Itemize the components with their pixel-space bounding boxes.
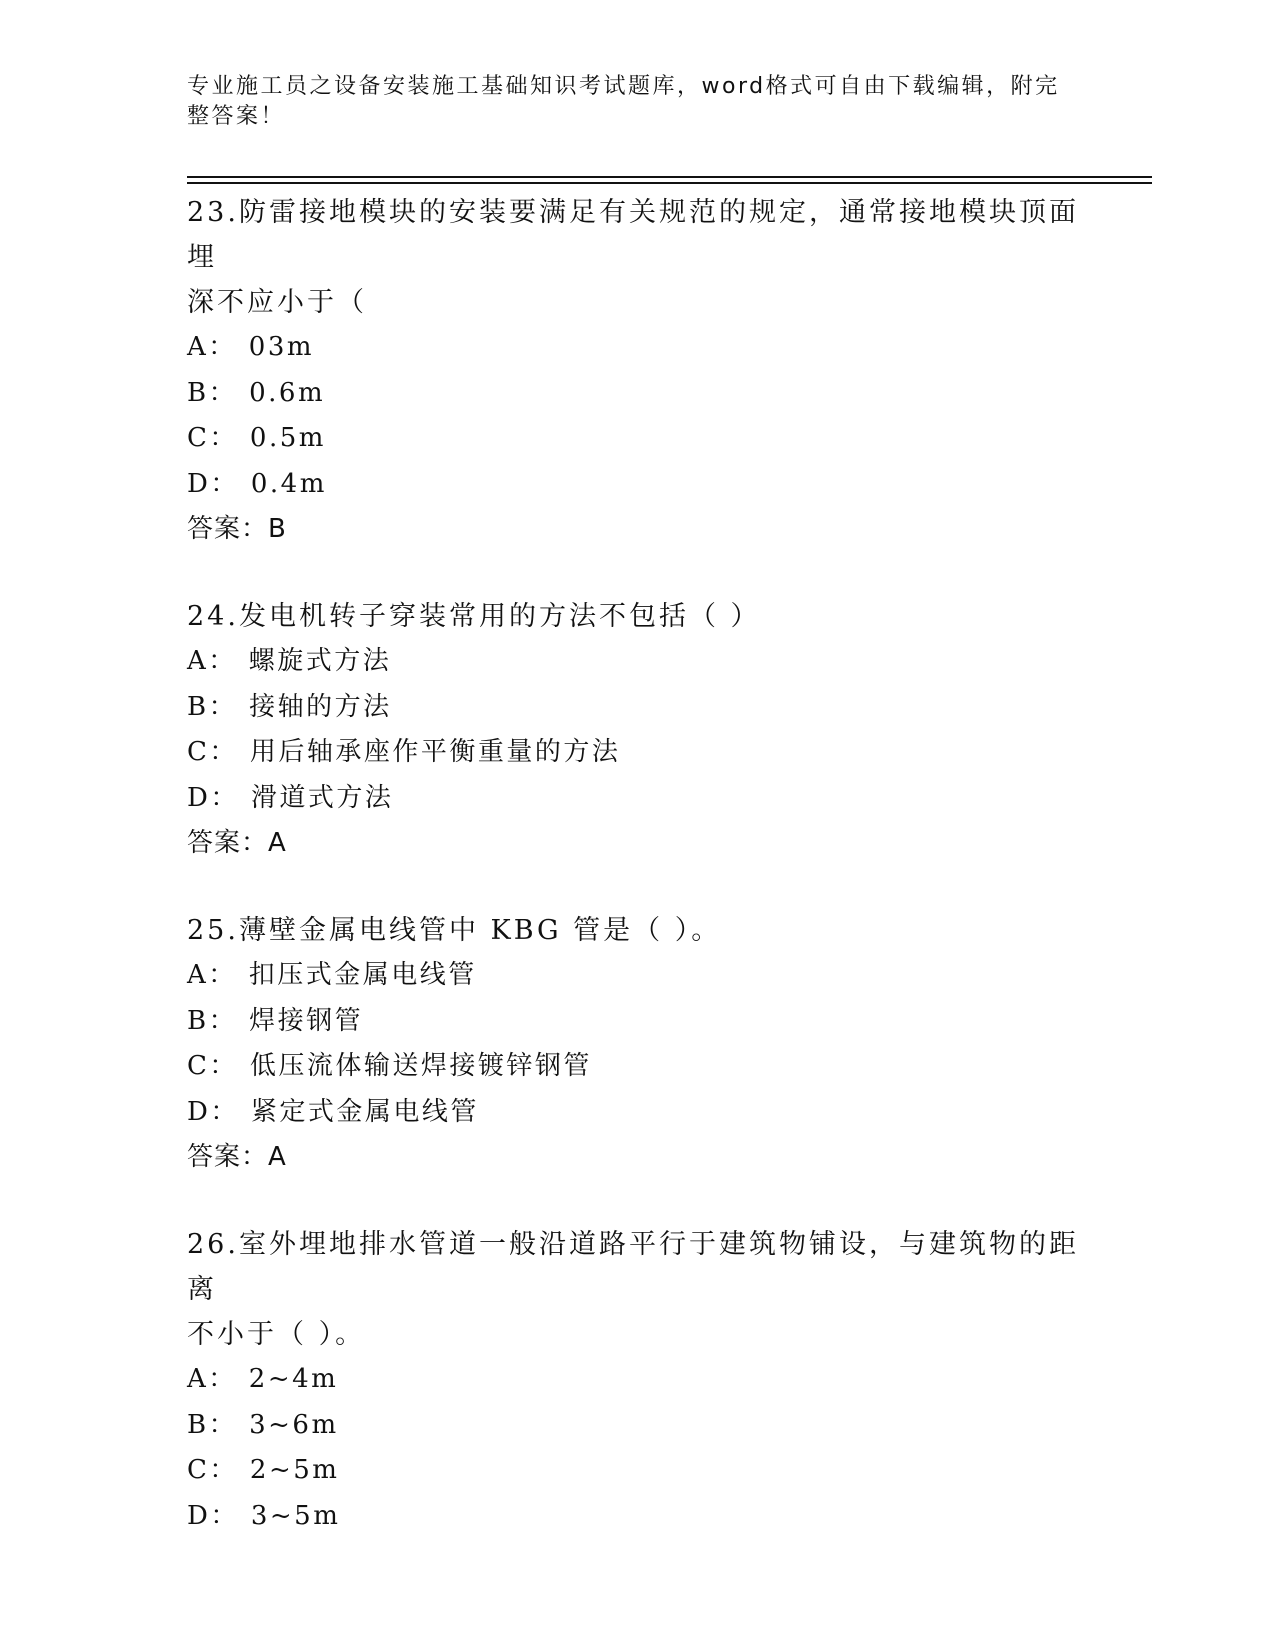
option-text: 焊接钢管 [249,1005,364,1036]
option-text: 0.5m [249,423,326,453]
question-stem-line-2: 深不应小于（ [187,287,367,318]
option-text: 扣压式金属电线管 [248,960,477,990]
option-text: 2~5m [249,1455,340,1485]
option-a [187,1357,1087,1403]
option-c [187,730,1087,776]
option-key: C： [187,423,238,453]
question-25 [187,908,1087,1179]
option-a [187,953,1087,999]
option-key: A： [187,332,237,362]
option-key: B： [187,1005,238,1036]
option-text: 03m [248,332,315,362]
option-b [187,685,1087,731]
header-line-2: 整答案！ [187,104,286,129]
option-key: B： [187,377,238,408]
question-stem-line-1: 25.薄壁金属电线管中 KBG 管是（ ）。 [187,915,722,946]
option-key: D： [187,468,239,499]
option-a [187,639,1087,685]
question-23 [187,190,1087,551]
option-c [187,1044,1087,1090]
option-text: 低压流体输送焊接镀锌钢管 [249,1051,592,1081]
option-text: 3~6m [249,1409,339,1440]
option-text: 滑道式方法 [250,782,394,813]
question-stem-line-1: 23.防雷接地模块的安装要满足有关规范的规定，通常接地模块顶面埋 [187,197,1079,273]
option-b [187,371,1087,417]
option-d [187,1090,1087,1136]
option-d [187,462,1087,508]
answer-line: 答案：B [187,514,287,544]
option-key: A： [187,646,237,676]
option-key: C： [187,737,238,767]
option-text: 紧定式金属电线管 [250,1096,479,1127]
document-header [187,72,1067,132]
option-b [187,1403,1087,1449]
question-stem-line-2: 不小于（ ）。 [187,1319,366,1350]
option-b [187,999,1087,1045]
option-text: 螺旋式方法 [248,646,392,676]
question-24 [187,594,1087,865]
question-26 [187,1222,1087,1539]
option-text: 0.6m [249,377,326,408]
answer-line: 答案：A [187,828,287,858]
option-text: 0.4m [250,468,327,499]
header-line-1: 专业施工员之设备安装施工基础知识考试题库，word格式可自由下载编辑，附完 [187,74,1060,99]
option-text: 接轴的方法 [249,691,392,722]
option-key: B： [187,691,238,722]
option-key: D： [187,782,239,813]
option-key: D： [187,1096,239,1127]
option-text: 3~5m [250,1500,341,1531]
option-key: C： [187,1455,238,1485]
option-key: C： [187,1051,238,1081]
answer-line: 答案：A [187,1142,287,1172]
question-list [187,190,1087,1582]
option-a [187,325,1087,371]
option-d [187,1494,1087,1540]
question-stem-line-1: 24.发电机转子穿装常用的方法不包括（ ） [187,601,761,632]
header-divider-bottom [187,182,1152,184]
option-c [187,416,1087,462]
option-text: 2~4m [248,1364,339,1394]
option-text: 用后轴承座作平衡重量的方法 [249,737,621,767]
option-c [187,1448,1087,1494]
option-key: D： [187,1500,239,1531]
option-key: A： [187,960,237,990]
option-d [187,776,1087,822]
header-divider-top [187,176,1152,178]
option-key: A： [187,1364,237,1394]
option-key: B： [187,1409,238,1440]
question-stem-line-1: 26.室外埋地排水管道一般沿道路平行于建筑物铺设，与建筑物的距离 [187,1229,1079,1305]
